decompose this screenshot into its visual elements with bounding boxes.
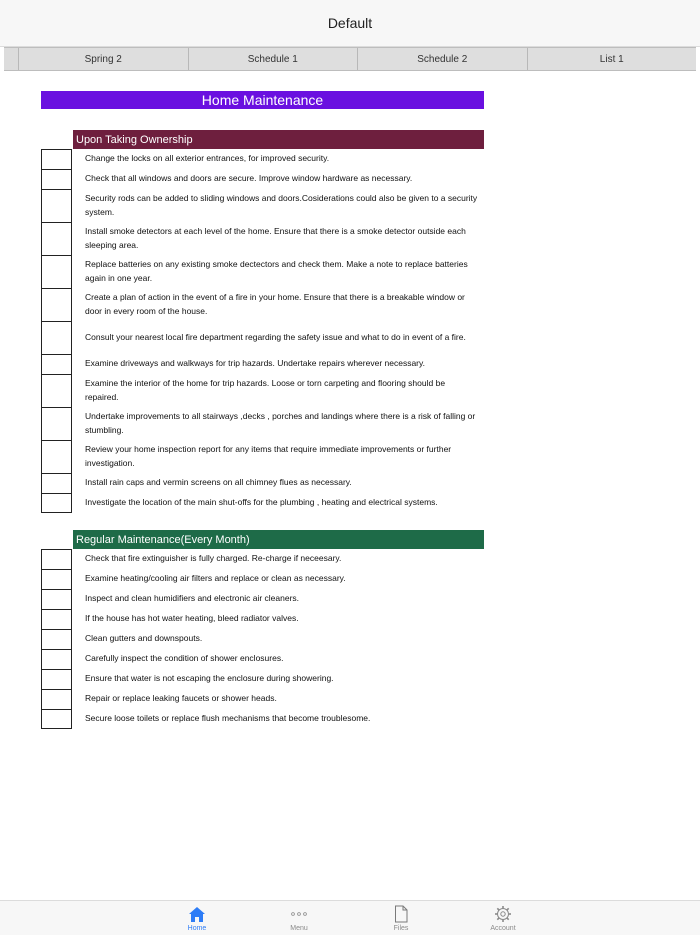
list-item: Examine driveways and walkways for trip hazards. Undertake repairs wherever necessary. (41, 354, 484, 374)
list-item: Examine the interior of the home for trip hazards. Loose or torn carpeting and flooring should be repaired. (41, 374, 484, 407)
list-item: Install rain caps and vermin screens on all chimney flues as necessary. (41, 473, 484, 493)
checkbox-cell[interactable] (41, 493, 72, 513)
list-item: Repair or replace leaking faucets or shower heads. (41, 689, 484, 709)
checkbox-cell[interactable] (41, 709, 72, 729)
tab-spring-2[interactable]: Spring 2 (19, 48, 189, 70)
checkbox-cell[interactable] (41, 222, 72, 255)
sheet-title: Home Maintenance (41, 91, 484, 109)
checkbox-cell[interactable] (41, 589, 72, 609)
checklist-monthly (41, 549, 484, 729)
checkbox-cell[interactable] (41, 473, 72, 493)
checkbox-cell[interactable] (41, 549, 72, 569)
bottom-tab-bar (0, 900, 700, 935)
checkbox-cell[interactable] (41, 609, 72, 629)
section-heading-ownership: Upon Taking Ownership (73, 130, 484, 149)
document-icon (394, 905, 408, 923)
list-item: Secure loose toilets or replace flush mechanisms that become troublesome. (41, 709, 484, 729)
list-item: Install smoke detectors at each level of the home. Ensure that there is a smoke detector outside each sleeping area. (41, 222, 484, 255)
nav-menu[interactable]: Menu (248, 901, 350, 935)
nav-home[interactable]: Home (146, 901, 248, 935)
app-title: Default (327, 15, 373, 31)
list-item: Inspect and clean humidifiers and electronic air cleaners. (41, 589, 484, 609)
checklist-ownership (41, 149, 484, 513)
checkbox-cell[interactable] (41, 354, 72, 374)
list-item: Replace batteries on any existing smoke dectectors and check them. Make a note to replace batteries again in one year. (41, 255, 484, 288)
checkbox-cell[interactable] (41, 169, 72, 189)
checkbox-cell[interactable] (41, 407, 72, 440)
list-item: Security rods can be added to sliding windows and doors.Cosiderations could also be given to a security system. (41, 189, 484, 222)
list-item: Consult your nearest local fire department regarding the safety issue and what to do in event of a fire. (41, 321, 484, 354)
checkbox-cell[interactable] (41, 189, 72, 222)
spreadsheet-area (0, 70, 700, 900)
checkbox-cell[interactable] (41, 374, 72, 407)
tab-scroll-stub[interactable] (4, 48, 19, 70)
nav-account[interactable]: Account (452, 901, 554, 935)
home-icon (188, 905, 206, 923)
list-item: Check that fire extinguisher is fully charged. Re-charge if neceesary. (41, 549, 484, 569)
list-item: Review your home inspection report for any items that require immediate improvements or further investigation. (41, 440, 484, 473)
section-heading-monthly: Regular Maintenance(Every Month) (73, 530, 484, 549)
checkbox-cell[interactable] (41, 440, 72, 473)
list-item: Check that all windows and doors are secure. Improve window hardware as necessary. (41, 169, 484, 189)
gear-icon (494, 905, 512, 923)
list-item: Ensure that water is not escaping the enclosure during showering. (41, 669, 484, 689)
nav-files[interactable]: Files (350, 901, 452, 935)
list-item: Create a plan of action in the event of a fire in your home. Ensure that there is a breakable window or door in every room of the house. (41, 288, 484, 321)
list-item: If the house has hot water heating, bleed radiator valves. (41, 609, 484, 629)
list-item: Investigate the location of the main shut-offs for the plumbing , heating and electrical systems. (41, 493, 484, 513)
checkbox-cell[interactable] (41, 255, 72, 288)
tab-schedule-1[interactable]: Schedule 1 (189, 48, 359, 70)
checkbox-cell[interactable] (41, 569, 72, 589)
checkbox-cell[interactable] (41, 649, 72, 669)
list-item: Change the locks on all exterior entrances, for improved security. (41, 149, 484, 169)
more-dots-icon (290, 905, 308, 923)
checkbox-cell[interactable] (41, 149, 72, 169)
list-item: Carefully inspect the condition of shower enclosures. (41, 649, 484, 669)
sheet-tabs (4, 47, 696, 71)
checkbox-cell[interactable] (41, 288, 72, 321)
app-title-bar (0, 0, 700, 47)
checkbox-cell[interactable] (41, 321, 72, 354)
checkbox-cell[interactable] (41, 689, 72, 709)
list-item: Examine heating/cooling air filters and replace or clean as necessary. (41, 569, 484, 589)
list-item: Undertake improvements to all stairways ,decks , porches and landings where there is a risk of falling or stumbling. (41, 407, 484, 440)
list-item: Clean gutters and downspouts. (41, 629, 484, 649)
checkbox-cell[interactable] (41, 669, 72, 689)
tab-list-1[interactable]: List 1 (528, 48, 697, 70)
tab-schedule-2[interactable]: Schedule 2 (358, 48, 528, 70)
checkbox-cell[interactable] (41, 629, 72, 649)
